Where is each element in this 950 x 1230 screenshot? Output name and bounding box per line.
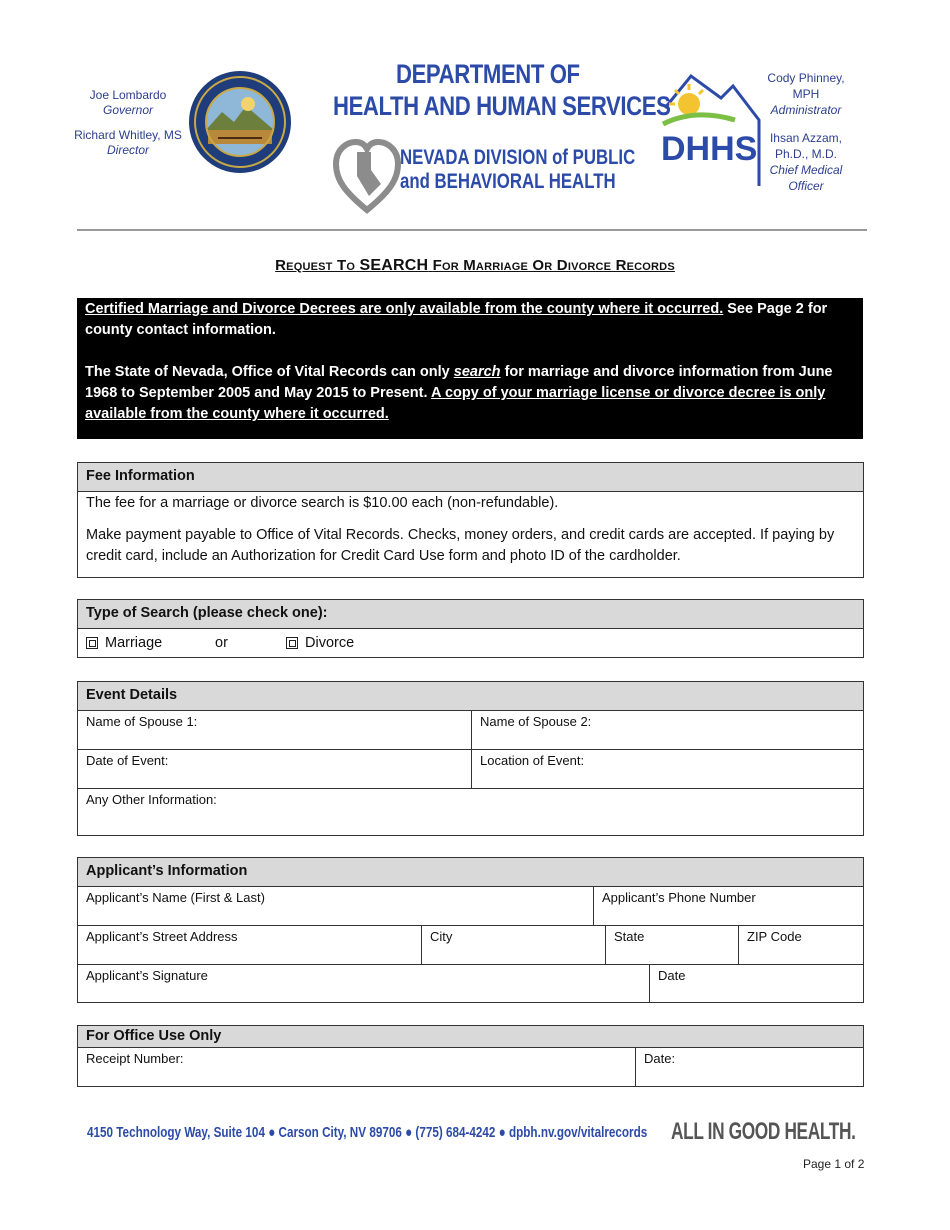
office-use-header: For Office Use Only [78,1026,863,1048]
department-name [333,58,671,122]
receipt-number-label: Receipt Number: [86,1051,184,1066]
footer-tagline: ALL IN GOOD HEALTH. [671,1118,856,1145]
form-title-part-1: Request To [275,257,356,274]
fee-line-1: The fee for a marriage or divorce search is $10.00 each (non-refundable). [86,495,559,511]
fee-line-2: Make payment payable to Office of Vital Records. Checks, money orders, and credit cards are accepted. If paying by credit card, include an Authorization for Credit Card Use form and photo ID of the cardholder. [86,527,835,564]
applicant-signature-label: Applicant’s Signature [86,968,208,983]
left-officials [72,88,184,158]
other-information-field[interactable] [78,789,863,835]
event-location-label: Location of Event: [480,753,585,768]
event-date-label: Date of Event: [86,753,169,768]
or-label: or [215,635,228,651]
director-title: Director [106,143,149,157]
department-line-1: DEPARTMENT OF [396,59,580,89]
applicant-date-label: Date [658,968,686,983]
fee-header: Fee Information [78,463,863,492]
applicant-signature-field[interactable] [78,965,649,1002]
page-number: Page 1 of 2 [803,1157,865,1171]
applicant-phone-label: Applicant’s Phone Number [602,890,756,905]
notice-p2-search: search [453,364,501,380]
nevada-state-seal-icon [188,70,292,174]
notice-p2-underlined: A copy of your marriage license or divorce decree is only available from the county where it occurred. [85,385,826,422]
other-information-label: Any Other Information: [86,792,217,807]
right-officials [760,70,852,194]
receipt-number-field[interactable] [78,1048,635,1086]
notice-p1-rest: See Page 2 for county contact information. [85,301,828,338]
nevada-heart-icon [333,136,401,216]
dhhs-logo-text: DHHS [661,130,758,168]
divorce-checkbox[interactable] [286,637,298,649]
fee-information-box [77,462,864,578]
event-date-field[interactable] [78,750,471,788]
spouse-1-field[interactable] [78,711,471,749]
administrator-name: Cody Phinney, MPH [767,71,845,101]
applicant-name-label: Applicant’s Name (First & Last) [86,890,265,905]
division-line-1: NEVADA DIVISION of PUBLIC [400,146,636,169]
office-use-box [77,1025,864,1087]
notice-box [77,298,863,439]
division-line-2: and BEHAVIORAL HEALTH [400,170,616,193]
notice-p1-underlined: Certified Marriage and Divorce Decrees are only available from the county where it occurred. [85,301,724,317]
division-name [400,146,635,194]
office-date-label: Date: [644,1051,676,1066]
event-location-field[interactable] [471,750,863,788]
spouse-2-label: Name of Spouse 2: [480,714,592,729]
director-name: Richard Whitley, MS [74,128,182,142]
form-title [0,257,950,275]
governor-name: Joe Lombardo [89,88,167,102]
applicant-name-field[interactable] [78,887,593,925]
city-label: City [430,929,453,944]
zip-code-field[interactable] [738,926,863,964]
notice-paragraph-2 [85,362,855,425]
governor-title: Governor [102,103,154,117]
applicant-street-label: Applicant’s Street Address [86,929,238,944]
divorce-label: Divorce [305,635,355,651]
applicant-date-field[interactable] [649,965,863,1002]
office-date-field[interactable] [635,1048,863,1086]
form-title-part-2: SEARCH [359,257,429,274]
applicant-information-box [77,857,864,1003]
marriage-checkbox[interactable] [86,637,98,649]
event-details-box [77,681,864,836]
notice-p2-a: The State of Nevada, Office of Vital Records can only [85,364,454,380]
city-field[interactable] [421,926,605,964]
cmo-title: Chief Medical Officer [769,163,843,193]
spouse-1-label: Name of Spouse 1: [86,714,198,729]
zip-code-label: ZIP Code [747,929,802,944]
header-divider [77,229,867,231]
notice-p2-b: for marriage and divorce information from June 1968 to September 2005 and May 2015 to Present. [85,364,833,401]
marriage-label: Marriage [105,635,163,651]
spouse-2-field[interactable] [471,711,863,749]
form-title-part-3: For Marriage Or Divorce Records [432,257,675,274]
applicant-street-field[interactable] [78,926,421,964]
search-type-box [77,599,864,658]
footer-address: 4150 Technology Way, Suite 104 ● Carson City, NV 89706 ● (775) 684-4242 ● dpbh.nv.gov/vitalrecords [87,1124,648,1141]
notice-paragraph-1 [85,299,855,341]
search-type-header: Type of Search (please check one): [78,600,863,629]
applicant-phone-field[interactable] [593,887,863,925]
event-details-header: Event Details [78,682,863,711]
department-line-2: HEALTH AND HUMAN SERVICES [333,91,671,121]
cmo-name: Ihsan Azzam, Ph.D., M.D. [769,131,843,161]
state-label: State [614,929,645,944]
administrator-title: Administrator [770,103,842,117]
dhhs-logo-icon [655,68,767,192]
state-field[interactable] [605,926,738,964]
applicant-header: Applicant’s Information [78,858,863,887]
